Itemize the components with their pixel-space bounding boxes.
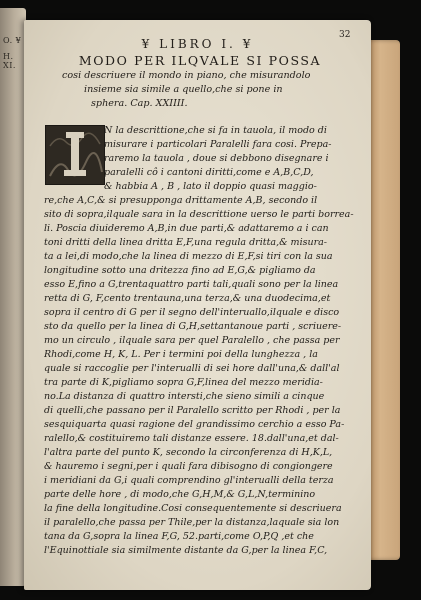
text-line: quale si raccoglie per l'interualli di sei hore dall'una,& dall'al	[44, 363, 340, 374]
text-line: i meridiani da G,i quali comprendino gl'interualli della terza	[44, 475, 334, 486]
text-line: & habbia A , B , lato il doppio quasi maggio-	[104, 181, 317, 192]
text-line: parte delle hore , di modo,che G,H,M,& G,L,N,terminino	[44, 489, 316, 500]
chapter-subtitle-line: sphera. Cap. XXIIII.	[91, 98, 188, 109]
text-line: sto da quello per la linea di G,H,settantanoue parti , scriuere-	[44, 321, 342, 332]
text-line: esso E,fino a G,trentaquattro parti tali,quali sono per la linea	[44, 279, 339, 290]
text-line: mo un circulo , ilquale sara per quel Paralello , che passa per	[44, 335, 340, 346]
folio-number: 32	[339, 30, 351, 40]
text-line: paralelli cô i cantoni diritti,come e A,B,C,D,	[104, 167, 314, 178]
text-line: ta a lei,di modo,che la linea di mezzo di E,F,si tiri con la sua	[44, 251, 333, 262]
text-line: l'altra parte del punto K, secondo la circonferenza di H,K,L,	[44, 447, 333, 458]
chapter-subtitle-line: insieme sia simile a quello,che si pone in	[84, 84, 283, 95]
text-line: sesquiquarta quasi ragione del grandissimo cerchio a esso Pa-	[44, 419, 345, 430]
text-line: tra parte di K,pigliamo sopra G,F,linea del mezzo meridia-	[44, 377, 323, 388]
text-line: no.La distanza di quattro intersti,che sieno simili a cinque	[44, 391, 325, 402]
book-fore-edge	[367, 40, 400, 560]
text-line: li. Poscia diuideremo A,B,in due parti,& adattaremo a i can	[44, 223, 329, 234]
adjacent-left-page	[0, 8, 26, 586]
text-line: sito di sopra,ilquale sara in la descrittione uerso le parti borrea-	[44, 209, 354, 220]
text-line: di quelli,che passano per il Paralello scritto per Rhodi , per la	[44, 405, 341, 416]
body-text	[44, 124, 362, 558]
left-page-fragment-top: O. ¥	[3, 36, 22, 45]
chapter-subtitle-line: cosi descriuere il mondo in piano, che misurandolo	[62, 70, 311, 81]
text-line: misurare i particolari Paralelli fara cosi. Prepa-	[104, 139, 332, 150]
text-line: ralello,& costituiremo tali distanze essere. 18.dall'una,et dal-	[44, 433, 339, 444]
text-line: toni dritti della linea dritta E,F,una regula dritta,& misura-	[44, 237, 328, 248]
text-line: sopra il centro di G per il segno dell'interuallo,ilquale e disco	[44, 307, 340, 318]
text-line: longitudine sotto una dritezza fino ad E,G,& pigliamo da	[44, 265, 316, 276]
text-line: & hauremo i segni,per i quali fara dibisogno di congiongere	[44, 461, 333, 472]
text-line: tana da G,sopra la linea F,G, 52.parti,come O,P,Q ,et che	[44, 531, 314, 542]
text-line: retta di G, F,cento trentauna,una terza,& una duodecima,et	[44, 293, 331, 304]
text-line: il paralello,che passa per Thile,per la distanza,laquale sia lon	[44, 517, 340, 528]
text-line: l'Equinottiale sia similmente distante da G,per la linea F,C,	[44, 545, 328, 556]
text-line: Rhodi,come H, K, L. Per i termini poi della lunghezza , la	[44, 349, 318, 360]
text-line: raremo la tauola , doue si debbono disegnare i	[104, 153, 329, 164]
running-head: ¥ LIBRO I. ¥	[141, 37, 254, 51]
text-line: N la descrittione,che si fa in tauola, il modo di	[104, 125, 327, 136]
text-line: re,che A,C,& si presupponga drittamente A,B, secondo il	[44, 195, 318, 206]
left-page-fragment-bottom: H. XI.	[3, 52, 16, 70]
text-line: la fine della longitudine.Cosi consequentemente si descriuera	[44, 503, 342, 514]
chapter-title: MODO PER ILQVALE SI POSSA	[78, 53, 322, 68]
